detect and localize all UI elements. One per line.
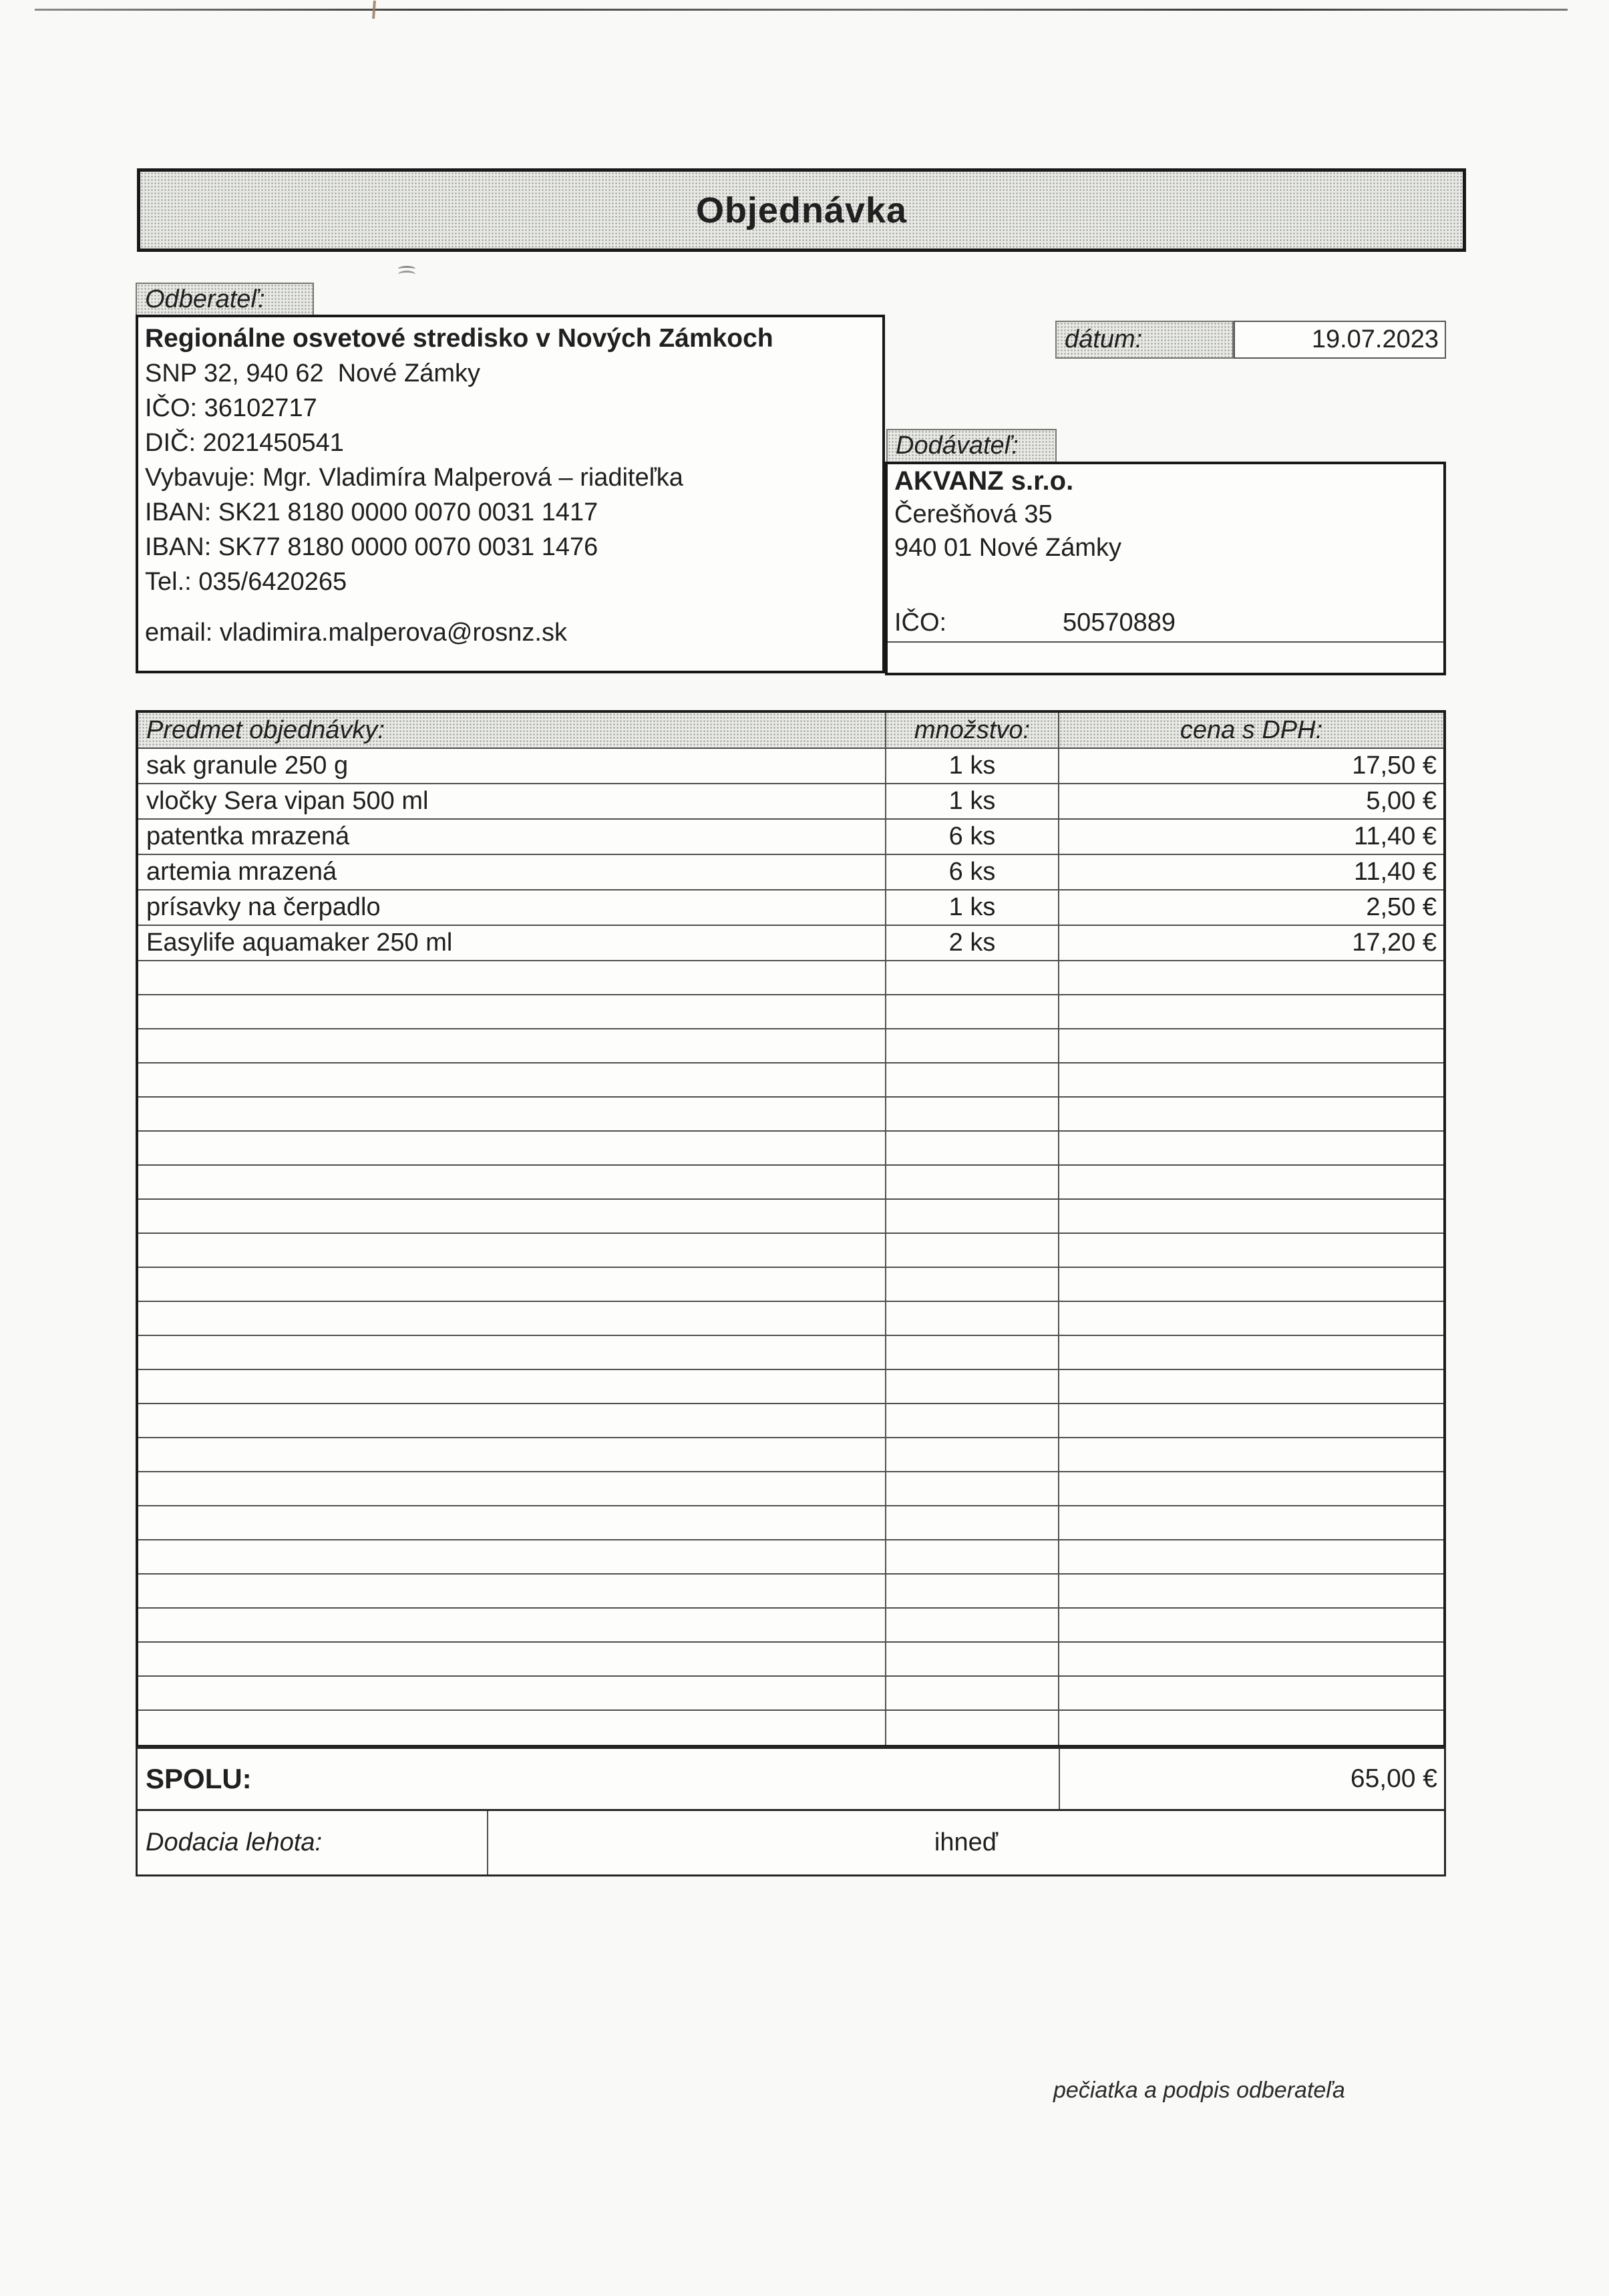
table-empty-row xyxy=(138,1370,1443,1404)
item-name-cell xyxy=(138,1200,886,1233)
order-table-section xyxy=(136,710,1446,1876)
item-price-cell xyxy=(1059,1370,1443,1403)
item-price-cell xyxy=(1059,1063,1443,1096)
delivery-row xyxy=(136,1809,1446,1876)
item-price-cell xyxy=(1059,1166,1443,1198)
item-price-cell xyxy=(1059,1438,1443,1471)
item-name-cell xyxy=(138,1302,886,1335)
item-price-cell: 11,40 € xyxy=(1354,858,1437,886)
table-empty-row xyxy=(138,1302,1443,1336)
table-empty-row xyxy=(138,1404,1443,1438)
item-price-cell xyxy=(1059,1711,1443,1745)
header-item-column: Predmet objednávky: xyxy=(138,713,886,748)
date-value: 19.07.2023 xyxy=(1234,321,1446,359)
item-name-cell xyxy=(138,1336,886,1369)
document-title-box xyxy=(137,168,1466,252)
item-quantity-cell: 1 ks xyxy=(886,890,1059,925)
stamp-signature-note: pečiatka a podpis odberateľa xyxy=(1053,2078,1345,2103)
item-name-cell xyxy=(138,1438,886,1471)
customer-name: Regionálne osvetové stredisko v Nových Zámkoch xyxy=(145,324,773,353)
table-empty-row xyxy=(138,1029,1443,1063)
table-empty-row xyxy=(138,1711,1443,1745)
customer-address: SNP 32, 940 62 Nové Zámky xyxy=(145,359,480,387)
item-quantity-cell xyxy=(886,1200,1059,1233)
item-price-cell xyxy=(1059,1029,1443,1062)
table-header-row xyxy=(138,713,1443,749)
item-price-cell xyxy=(1059,1506,1443,1539)
item-quantity-cell xyxy=(886,1370,1059,1403)
item-price-cell xyxy=(1059,1472,1443,1505)
scan-artifact-speck xyxy=(398,266,415,272)
item-name-cell xyxy=(138,1575,886,1607)
table-empty-row xyxy=(138,1506,1443,1540)
table-empty-row xyxy=(138,1336,1443,1370)
supplier-ico-row xyxy=(888,604,1443,641)
item-name-cell xyxy=(138,1132,886,1164)
item-name-cell: vločky Sera vipan 500 ml xyxy=(138,784,886,818)
order-table xyxy=(136,710,1446,1748)
supplier-name: AKVANZ s.r.o. xyxy=(894,466,1074,496)
table-empty-row xyxy=(138,1098,1443,1132)
total-row xyxy=(136,1746,1446,1811)
item-quantity-cell xyxy=(886,1609,1059,1641)
item-name-cell xyxy=(138,1098,886,1130)
item-quantity-cell xyxy=(886,1472,1059,1505)
item-quantity-cell: 1 ks xyxy=(886,784,1059,818)
item-price-cell: 17,20 € xyxy=(1352,929,1437,957)
item-price-cell: 2,50 € xyxy=(1366,893,1437,921)
table-empty-row xyxy=(138,1677,1443,1711)
table-empty-row xyxy=(138,995,1443,1029)
item-quantity-cell: 1 ks xyxy=(886,749,1059,783)
table-empty-row xyxy=(138,1063,1443,1098)
item-price-cell: 11,40 € xyxy=(1354,822,1437,850)
item-price-cell xyxy=(1059,1234,1443,1267)
item-name-cell xyxy=(138,1166,886,1198)
item-name-cell: Easylife aquamaker 250 ml xyxy=(138,926,886,960)
item-name-cell xyxy=(138,1540,886,1573)
item-price-cell xyxy=(1059,995,1443,1028)
item-quantity-cell xyxy=(886,1575,1059,1607)
item-quantity-cell xyxy=(886,1711,1059,1745)
item-name-cell xyxy=(138,1370,886,1403)
supplier-ico-value: 50570889 xyxy=(1063,608,1176,637)
delivery-label: Dodacia lehota: xyxy=(138,1811,488,1874)
item-quantity-cell xyxy=(886,1336,1059,1369)
supplier-section-label: Dodávateľ: xyxy=(886,429,1057,463)
item-quantity-cell xyxy=(886,1268,1059,1301)
item-quantity-cell xyxy=(886,1132,1059,1164)
item-quantity-cell xyxy=(886,1302,1059,1335)
item-name-cell xyxy=(138,1472,886,1505)
table-row xyxy=(138,890,1443,926)
header-price-column: cena s DPH: xyxy=(1059,713,1443,748)
item-price-cell xyxy=(1059,961,1443,994)
supplier-street: Čerešňová 35 xyxy=(894,500,1053,528)
item-price-cell xyxy=(1059,1575,1443,1607)
item-price-cell xyxy=(1059,1302,1443,1335)
table-row xyxy=(138,749,1443,784)
table-empty-row xyxy=(138,1438,1443,1472)
order-table-body xyxy=(138,749,1443,1745)
item-price-cell xyxy=(1059,1098,1443,1130)
item-quantity-cell xyxy=(886,995,1059,1028)
item-quantity-cell xyxy=(886,1438,1059,1471)
scan-artifact-line xyxy=(35,9,1568,11)
item-price-cell xyxy=(1059,1200,1443,1233)
item-quantity-cell xyxy=(886,1404,1059,1437)
item-price-cell: 17,50 € xyxy=(1352,752,1437,780)
item-quantity-cell xyxy=(886,961,1059,994)
item-quantity-cell: 6 ks xyxy=(886,820,1059,854)
customer-iban-1: IBAN: SK21 8180 0000 0070 0031 1417 xyxy=(145,498,598,526)
customer-dic: DIČ: 2021450541 xyxy=(145,428,344,457)
item-price-cell: 5,00 € xyxy=(1366,787,1437,815)
item-name-cell xyxy=(138,1268,886,1301)
delivery-value: ihneď xyxy=(934,1828,999,1856)
item-quantity-cell: 6 ks xyxy=(886,855,1059,889)
item-name-cell xyxy=(138,1506,886,1539)
table-row xyxy=(138,820,1443,855)
item-price-cell xyxy=(1059,1268,1443,1301)
table-empty-row xyxy=(138,1132,1443,1166)
table-row xyxy=(138,926,1443,961)
item-quantity-cell xyxy=(886,1540,1059,1573)
customer-info-box xyxy=(136,315,885,673)
item-quantity-cell: 2 ks xyxy=(886,926,1059,960)
item-name-cell xyxy=(138,995,886,1028)
item-name-cell: prísavky na čerpadlo xyxy=(138,890,886,925)
item-price-cell xyxy=(1059,1132,1443,1164)
item-name-cell: sak granule 250 g xyxy=(138,749,886,783)
item-quantity-cell xyxy=(886,1029,1059,1062)
item-name-cell xyxy=(138,1063,886,1096)
table-empty-row xyxy=(138,1268,1443,1302)
item-quantity-cell xyxy=(886,1234,1059,1267)
item-name-cell xyxy=(138,1643,886,1675)
item-quantity-cell xyxy=(886,1166,1059,1198)
table-empty-row xyxy=(138,961,1443,995)
item-quantity-cell xyxy=(886,1677,1059,1709)
total-value: 65,00 € xyxy=(1059,1749,1444,1809)
item-name-cell xyxy=(138,1404,886,1437)
item-price-cell xyxy=(1059,1677,1443,1709)
table-empty-row xyxy=(138,1575,1443,1609)
document-title: Objednávka xyxy=(695,190,908,230)
item-name-cell xyxy=(138,1609,886,1641)
item-quantity-cell xyxy=(886,1506,1059,1539)
item-name-cell: artemia mrazená xyxy=(138,855,886,889)
table-row xyxy=(138,784,1443,820)
item-price-cell xyxy=(1059,1404,1443,1437)
table-empty-row xyxy=(138,1166,1443,1200)
item-name-cell xyxy=(138,961,886,994)
table-empty-row xyxy=(138,1540,1443,1575)
item-price-cell xyxy=(1059,1540,1443,1573)
table-row xyxy=(138,855,1443,890)
table-empty-row xyxy=(138,1234,1443,1268)
customer-section-label: Odberateľ: xyxy=(136,283,314,316)
customer-email: email: vladimira.malperova@rosnz.sk xyxy=(145,618,567,647)
item-price-cell xyxy=(1059,1643,1443,1675)
table-empty-row xyxy=(138,1609,1443,1643)
table-empty-row xyxy=(138,1200,1443,1234)
customer-ico: IČO: 36102717 xyxy=(145,393,317,422)
item-name-cell: patentka mrazená xyxy=(138,820,886,854)
table-empty-row xyxy=(138,1643,1443,1677)
supplier-ico-label: IČO: xyxy=(894,608,947,637)
table-empty-row xyxy=(138,1472,1443,1506)
item-name-cell xyxy=(138,1711,886,1745)
supplier-city: 940 01 Nové Zámky xyxy=(894,533,1122,562)
customer-iban-2: IBAN: SK77 8180 0000 0070 0031 1476 xyxy=(145,532,598,561)
item-quantity-cell xyxy=(886,1063,1059,1096)
item-quantity-cell xyxy=(886,1098,1059,1130)
item-name-cell xyxy=(138,1234,886,1267)
date-label: dátum: xyxy=(1055,321,1234,359)
header-quantity-column: množstvo: xyxy=(886,713,1059,748)
item-quantity-cell xyxy=(886,1643,1059,1675)
item-name-cell xyxy=(138,1029,886,1062)
item-price-cell xyxy=(1059,1336,1443,1369)
item-name-cell xyxy=(138,1677,886,1709)
customer-phone: Tel.: 035/6420265 xyxy=(145,567,347,596)
customer-contact: Vybavuje: Mgr. Vladimíra Malperová – riaditeľka xyxy=(145,463,683,492)
total-label: SPOLU: xyxy=(146,1763,252,1794)
supplier-info-box xyxy=(885,462,1446,675)
item-price-cell xyxy=(1059,1609,1443,1641)
